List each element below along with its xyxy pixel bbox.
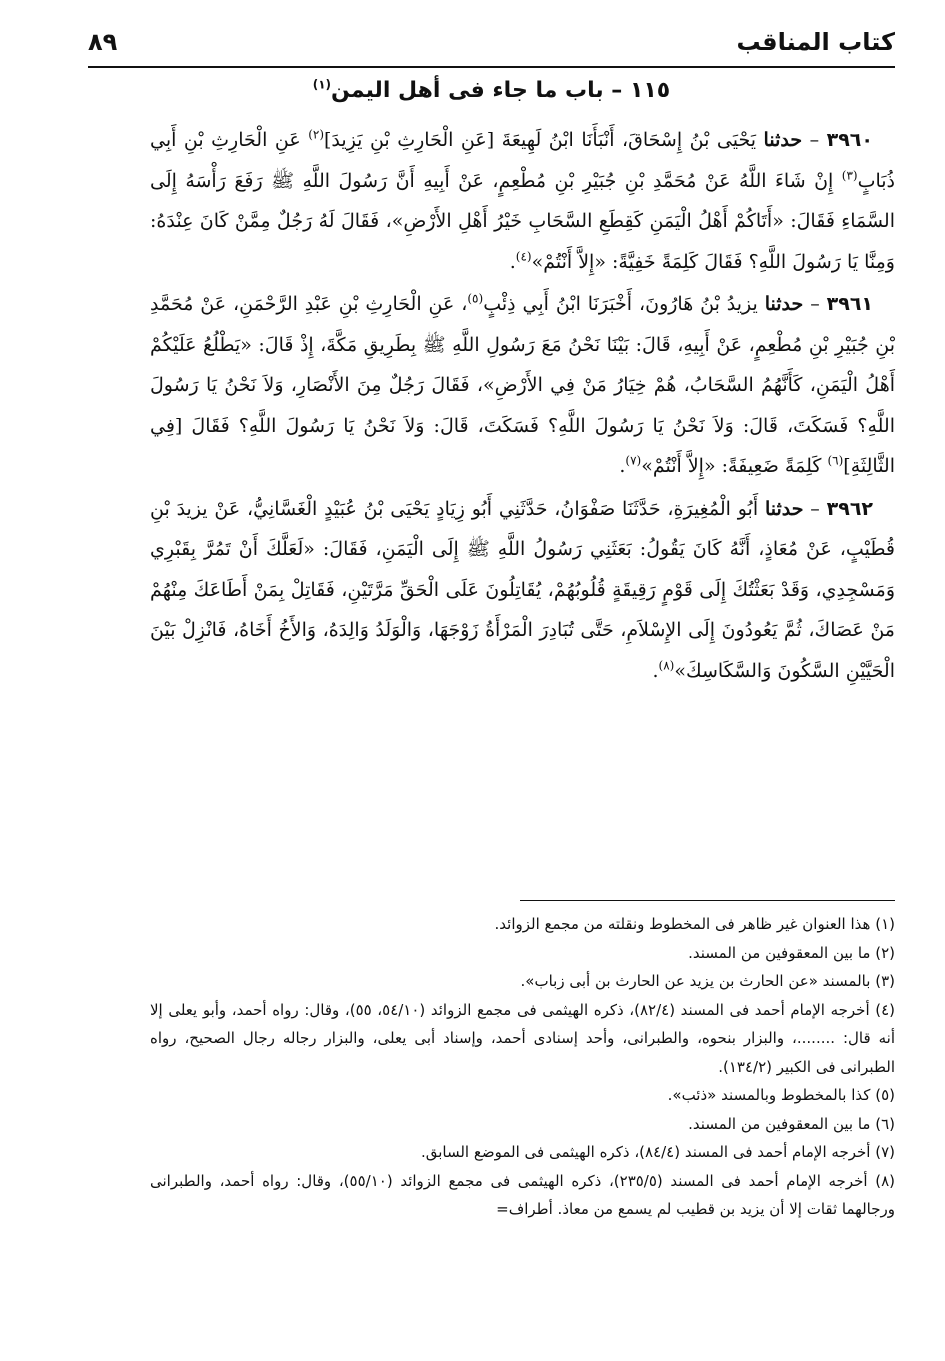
footnote-8: (٨) أخرجه الإمام أحمد فى المسند (٢٣٥/٥)، ذكره الهيثمى فى مجمع الزوائد (٥٥/١٠)، وقال: رواه أحمد، والطبرانى ورجالهما ثقات إلا أن يزيد بن قطيب لم يسمع من معاذ. أطراف= bbox=[150, 1171, 895, 1218]
chapter-title bbox=[88, 78, 895, 103]
footnote-ref: (٨) bbox=[658, 658, 675, 673]
footnotes bbox=[150, 910, 895, 1224]
footnote-ref: (٧) bbox=[625, 453, 642, 468]
header-rule bbox=[88, 66, 895, 68]
footnote-ref: (٥) bbox=[467, 291, 484, 306]
chapter-note-ref: (١) bbox=[312, 77, 332, 92]
hadith-text: يزيدُ بْنُ هَارُونَ، أَخْبَرَنَا ابْنُ أَبِي ذِئْبٍ bbox=[483, 293, 758, 315]
footnote-4: (٤) أخرجه الإمام أحمد فى المسند (٨٢/٤)، ذكره الهيثمى فى مجمع الزوائد (٥٤/١٠، ٥٥)، وقال: رواه أحمد، وأبو يعلى إلا أنه قال: ........، والبزار بنحوه، والطبرانى، وأحد إسنادى أحمد، وإسناد أبى يعلى، والبزار رجاله رجال الصحيح، رواه الطبرانى فى الكبير (١٣٤/٢). bbox=[150, 1000, 895, 1076]
footnote-ref: (٢) bbox=[308, 127, 325, 142]
footnote-6: (٦) ما بين المعقوفين من المسند. bbox=[688, 1114, 895, 1133]
hadith-number: ٣٩٦٠ bbox=[826, 129, 873, 151]
chapter-title-text: ١١٥ – باب ما جاء فى أهل اليمن bbox=[331, 78, 671, 103]
hadith-text: إِنْ شَاءَ اللَّهُ عَنْ مُحَمَّدِ بْنِ جُبَيْرِ بْنِ مُطْعِمٍ، عَنْ أَبِيهِ أَنَّ رَسُولَ اللَّهِ ﷺ رَفَعَ رَأْسَهُ إِلَى السَّمَاءِ فَقَالَ: «أَتَاكُمْ أَهْلُ الْيَمَنِ كَقِطَعِ السَّحَابِ خَيْرُ أَهْلِ الأَرْضِ»، فَقَالَ لَهُ رَجُلٌ مِمَّنْ كَانَ عِنْدَهُ: وَمِنَّا يَا رَسُولَ اللَّهِ؟ فَقَالَ كَلِمَةً خَفِيَّةً: «إِلاَّ أَنْتُمْ» bbox=[150, 169, 895, 273]
hadith-number: ٣٩٦١ bbox=[826, 293, 874, 315]
page-header bbox=[88, 28, 895, 62]
hadith-text: كَلِمَةً ضَعِيفَةً: «إِلاَّ أَنْتُمْ» bbox=[641, 455, 822, 477]
hadith-text: يَحْيَى بْنُ إِسْحَاقَ، أَنْبَأَنَا ابْنُ لَهِيعَةَ [عَنِ الْحَارِثِ بْنِ يَزِيدَ] bbox=[324, 129, 757, 151]
hadith-number: ٣٩٦٢ bbox=[826, 497, 874, 520]
hadith-body bbox=[150, 120, 895, 693]
footnote-2: (٢) ما بين المعقوفين من المسند. bbox=[688, 943, 895, 962]
footnote-rule bbox=[520, 900, 895, 901]
hadith-text: عَنِ الْحَارِثِ بْنِ أَبِي ذُبَابٍ bbox=[150, 129, 896, 192]
hadith-3960: ٣٩٦٠ – حدثنا يَحْيَى بْنُ إِسْحَاقَ، أَنْبَأَنَا ابْنُ لَهِيعَةَ [عَنِ الْحَارِثِ بْنِ يَزِيدَ]$^{(٢)}$ عَنِ الْحَارِثِ بْنِ أَبِي ذُبَابٍ$^{(٣)}$ إِنْ شَاءَ اللَّهُ عَنْ مُحَمَّدِ بْنِ جُبَيْرِ بْنِ مُطْعِمٍ، عَنْ أَبِيهِ أَنَّ رَسُولَ اللَّهِ ﷺ رَفَعَ رَأْسَهُ إِلَى السَّمَاءِ فَقَالَ: «أَتَاكُمْ أَهْلُ الْيَمَنِ كَقِطَعِ السَّحَابِ خَيْرُ أَهْلِ الأَرْضِ»، فَقَالَ لَهُ رَجُلٌ مِمَّنْ كَانَ عِنْدَهُ: وَمِنَّا يَا رَسُولَ اللَّهِ؟ فَقَالَ كَلِمَةً خَفِيَّةً: «إِلاَّ أَنْتُمْ»$^{(٤)}$. bbox=[150, 127, 896, 273]
page-number: ٨٩ bbox=[88, 28, 118, 56]
hadith-lead: حدثنا bbox=[764, 497, 804, 520]
footnote-1: (١) هذا العنوان غير ظاهر فى المخطوط ونقلته من مجمع الزوائد. bbox=[494, 915, 895, 933]
footnote-ref: (٣) bbox=[841, 168, 858, 183]
footnote-7: (٧) أخرجه الإمام أحمد فى المسند (٨٤/٤)، ذكره الهيثمى فى الموضع السابق. bbox=[420, 1143, 895, 1161]
footnote-ref: (٤) bbox=[515, 249, 532, 264]
footnote-5: (٥) كذا بالمخطوط وبالمسند «ذئب». bbox=[667, 1086, 895, 1104]
footnote-ref: (٦) bbox=[827, 453, 844, 468]
hadith-lead: حدثنا bbox=[764, 293, 804, 315]
hadith-text: ، عَنِ الْحَارِثِ بْنِ عَبْدِ الرَّحْمَنِ، عَنْ مُحَمَّدِ بْنِ جُبَيْرِ بْنِ مُطْعِمٍ، عَنْ أَبِيهِ، قَالَ: بَيْنَا نَحْنُ مَعَ رَسُولِ اللَّهِ ﷺ بِطَرِيقِ مَكَّةَ، إِذْ قَالَ: «يَطْلُعُ عَلَيْكُمْ أَهْلُ الْيَمَنِ، كَأَنَّهُمُ السَّحَابُ، هُمْ خِيَارُ مَنْ فِي الأَرْضِ»، فَقَالَ رَجُلٌ مِنَ الأَنْصَارِ، وَلاَ نَحْنُ يَا رَسُولَ اللَّهِ؟ فَسَكَتَ، قَالَ: وَلاَ نَحْنُ يَا رَسُولَ اللَّهِ؟ فَسَكَتَ، قَالَ: وَلاَ نَحْنُ يَا رَسُولَ اللَّهِ؟ فَقَالَ [فِي الثَّالِثَةِ] bbox=[150, 293, 895, 477]
hadith-lead: حدثنا bbox=[763, 129, 803, 151]
hadith-3962: ٣٩٦٢ – حدثنا أَبُو الْمُغِيرَةِ، حَدَّثَنَا صَفْوَانُ، حَدَّثَنِي أَبُو زِيَادٍ يَحْيَى بْنُ عُبَيْدٍ الْغَسَّانِيُّ، عَنْ يزيدَ بْنِ قُطَيْبٍ، عَنْ مُعَاذٍ، أَنَّهُ كَانَ يَقُولُ: بَعَثَنِي رَسُولُ اللَّهِ ﷺ إِلَى الْيَمَنِ، فَقَالَ: «لَعَلَّكَ أَنْ تَمُرَّ بِقَبْرِي وَمَسْجِدِي، وَقَدْ بَعَثْتُكَ إِلَى قَوْمٍ رَقِيقَةٍ قُلُوبُهُمْ، يُقَاتِلُونَ عَلَى الْحَقِّ مَرَّتَيْنِ، فَقَاتِلْ بِمَنْ أَطَاعَكَ مِنْهُمْ مَنْ عَصَاكَ، ثُمَّ يَعُودُونَ إِلَى الإِسْلاَمِ، حَتَّى تُبَادِرَ الْمَرْأَةُ زَوْجَهَا، وَالْوَلَدُ وَالِدَهُ، وَالأَخُ أَخَاهُ، فَانْزِلْ بَيْنَ الْحَيَّيْنِ السَّكُونَ وَالسَّكَاسِكَ»$^{(٨)}$. bbox=[150, 497, 895, 682]
hadith-3961: ٣٩٦١ – حدثنا يزيدُ بْنُ هَارُونَ، أَخْبَرَنَا ابْنُ أَبِي ذِئْبٍ$^{(٥)}$، عَنِ الْحَارِثِ بْنِ عَبْدِ الرَّحْمَنِ، عَنْ مُحَمَّدِ بْنِ جُبَيْرِ بْنِ مُطْعِمٍ، عَنْ أَبِيهِ، قَالَ: بَيْنَا نَحْنُ مَعَ رَسُولِ اللَّهِ ﷺ بِطَرِيقِ مَكَّةَ، إِذْ قَالَ: «يَطْلُعُ عَلَيْكُمْ أَهْلُ الْيَمَنِ، كَأَنَّهُمُ السَّحَابُ، هُمْ خِيَارُ مَنْ فِي الأَرْضِ»، فَقَالَ رَجُلٌ مِنَ الأَنْصَارِ، وَلاَ نَحْنُ يَا رَسُولَ اللَّهِ؟ فَسَكَتَ، قَالَ: وَلاَ نَحْنُ يَا رَسُولَ اللَّهِ؟ فَسَكَتَ، قَالَ: وَلاَ نَحْنُ يَا رَسُولَ اللَّهِ؟ فَقَالَ [فِي الثَّالِثَةِ]$^{(٦)}$ كَلِمَةً ضَعِيفَةً: «إِلاَّ أَنْتُمْ»$^{(٧)}$. bbox=[150, 291, 895, 477]
running-head: كتاب المناقب bbox=[736, 28, 895, 56]
footnote-3: (٣) بالمسند «عن الحارث بن يزيد عن الحارث بن أبى زباب». bbox=[520, 972, 895, 990]
hadith-text: أَبُو الْمُغِيرَةِ، حَدَّثَنَا صَفْوَانُ، حَدَّثَنِي أَبُو زِيَادٍ يَحْيَى بْنُ عُبَيْدٍ الْغَسَّانِيُّ، عَنْ يزيدَ بْنِ قُطَيْبٍ، عَنْ مُعَاذٍ، أَنَّهُ كَانَ يَقُولُ: بَعَثَنِي رَسُولُ اللَّهِ ﷺ إِلَى الْيَمَنِ، فَقَالَ: «لَعَلَّكَ أَنْ تَمُرَّ بِقَبْرِي وَمَسْجِدِي، وَقَدْ بَعَثْتُكَ إِلَى قَوْمٍ رَقِيقَةٍ قُلُوبُهُمْ، يُقَاتِلُونَ عَلَى الْحَقِّ مَرَّتَيْنِ، فَقَاتِلْ بِمَنْ أَطَاعَكَ مِنْهُمْ مَنْ عَصَاكَ، ثُمَّ يَعُودُونَ إِلَى الإِسْلاَمِ، حَتَّى تُبَادِرَ الْمَرْأَةُ زَوْجَهَا، وَالْوَلَدُ وَالِدَهُ، وَالأَخُ أَخَاهُ، فَانْزِلْ بَيْنَ الْحَيَّيْنِ السَّكُونَ وَالسَّكَاسِكَ» bbox=[150, 497, 895, 682]
